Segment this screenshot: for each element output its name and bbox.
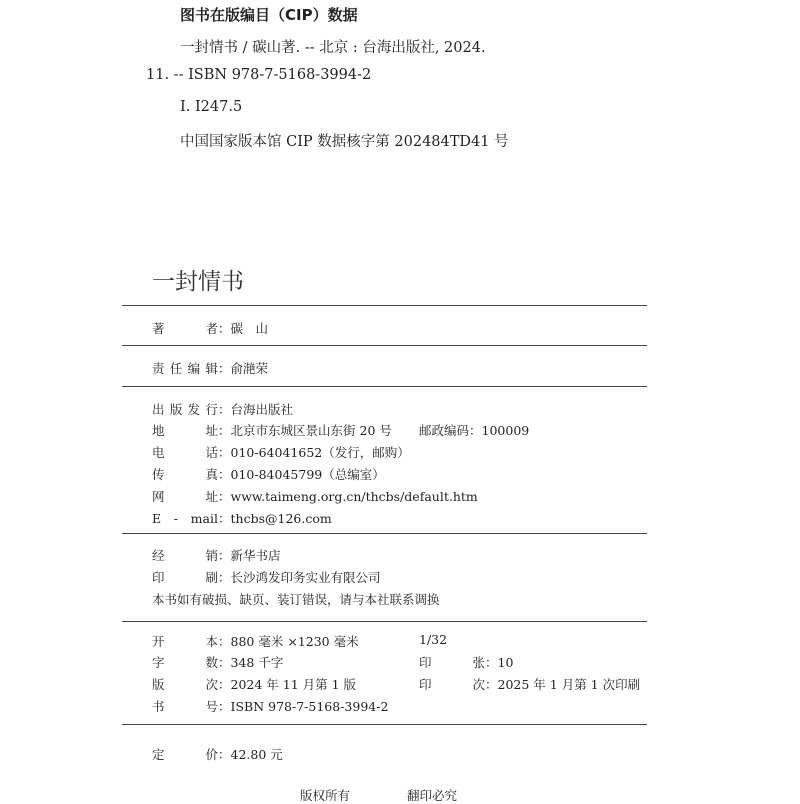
publisher-value: 台海出版社 [230, 402, 294, 417]
words-label: 字 数 [152, 655, 218, 670]
fax-label: 传 真 [152, 467, 218, 482]
sheets-row: 印 张：10 [419, 655, 514, 670]
edition-value: 2024 年 11 月第 1 版 [230, 677, 357, 692]
divider [122, 386, 647, 387]
notice-text: 本书如有破损、缺页、装订错误，请与本社联系调换 [152, 592, 440, 607]
printer-value: 长沙鸿发印务实业有限公司 [230, 570, 381, 585]
price-label: 定 价 [152, 747, 218, 762]
copyright-text: 版权所有 [300, 788, 351, 803]
email-label: E - mail [152, 511, 218, 526]
editor-row: 责任编辑：俞滟荣 [152, 361, 269, 376]
fax-value: 010-84045799（总编室） [230, 467, 385, 482]
words-row: 字 数：348 千字 [152, 655, 284, 670]
words-value: 348 千字 [230, 655, 284, 670]
web-value: www.taimeng.org.cn/thcbs/default.htm [230, 489, 478, 504]
price-row: 定 价：42.80 元 [152, 747, 283, 762]
editor-value: 俞滟荣 [230, 361, 269, 376]
postal-label: 邮政编码 [419, 423, 470, 438]
phone-value: 010-64041652（发行，邮购） [230, 445, 410, 460]
printing-row: 印 次：2025 年 1 月第 1 次印刷 [419, 677, 641, 692]
isbn-label: 书 号 [152, 699, 218, 714]
publisher-label: 出版发行 [152, 402, 218, 417]
piracy-warning-text: 翻印必究 [407, 788, 458, 803]
postal-row: 邮政编码：100009 [419, 423, 530, 438]
phone-row: 电 话：010-64041652（发行，邮购） [152, 445, 410, 460]
distributor-label: 经 销 [152, 548, 218, 563]
format-value: 880 毫米 ×1230 毫米 [230, 634, 359, 649]
sheets-label: 印 张 [419, 655, 485, 670]
cip-line-4: 中国国家版本馆 CIP 数据核字第 202484TD41 号 [180, 134, 509, 150]
divider [122, 305, 647, 306]
cip-line-1: 一封情书 / 碳山著. -- 北京 : 台海出版社, 2024. [180, 40, 486, 56]
isbn-value: ISBN 978-7-5168-3994-2 [230, 699, 389, 714]
divider [122, 724, 647, 725]
email-value: thcbs@126.com [230, 511, 332, 526]
distributor-row: 经 销：新华书店 [152, 548, 281, 563]
divider [122, 621, 647, 622]
web-row: 网 址：www.taimeng.org.cn/thcbs/default.htm [152, 489, 478, 504]
printer-row: 印 刷：长沙鸿发印务实业有限公司 [152, 570, 381, 585]
cip-line-3: Ⅰ. I247.5 [180, 99, 243, 115]
book-title: 一封情书 [152, 269, 244, 295]
divider [122, 533, 647, 534]
author-label: 著 者 [152, 321, 218, 336]
address-row: 地 址：北京市东城区景山东街 20 号 [152, 423, 392, 438]
isbn-row: 书 号：ISBN 978-7-5168-3994-2 [152, 699, 389, 714]
edition-row: 版 次：2024 年 11 月第 1 版 [152, 677, 357, 692]
price-value: 42.80 元 [230, 747, 283, 762]
postal-value: 100009 [481, 423, 530, 438]
printer-label: 印 刷 [152, 570, 218, 585]
distributor-value: 新华书店 [230, 548, 281, 563]
edition-label: 版 次 [152, 677, 218, 692]
author-value: 碳 山 [230, 321, 269, 336]
publisher-row: 出版发行：台海出版社 [152, 402, 294, 417]
cip-heading: 图书在版编目（CIP）数据 [180, 6, 358, 24]
editor-label: 责任编辑 [152, 361, 218, 376]
printing-label: 印 次 [419, 677, 485, 692]
sheets-value: 10 [497, 655, 514, 670]
address-label: 地 址 [152, 423, 218, 438]
divider [122, 345, 647, 346]
address-value: 北京市东城区景山东街 20 号 [230, 423, 392, 438]
format-label: 开 本 [152, 634, 218, 649]
fax-row: 传 真：010-84045799（总编室） [152, 467, 385, 482]
author-row: 著 者：碳 山 [152, 321, 269, 336]
cip-line-2: 11. -- ISBN 978-7-5168-3994-2 [146, 67, 372, 83]
format-right: 1/32 [419, 632, 448, 647]
phone-label: 电 话 [152, 445, 218, 460]
format-row: 开 本：880 毫米 ×1230 毫米 [152, 634, 359, 649]
web-label: 网 址 [152, 489, 218, 504]
email-row: E - mail：thcbs@126.com [152, 511, 332, 526]
printing-value: 2025 年 1 月第 1 次印刷 [497, 677, 641, 692]
